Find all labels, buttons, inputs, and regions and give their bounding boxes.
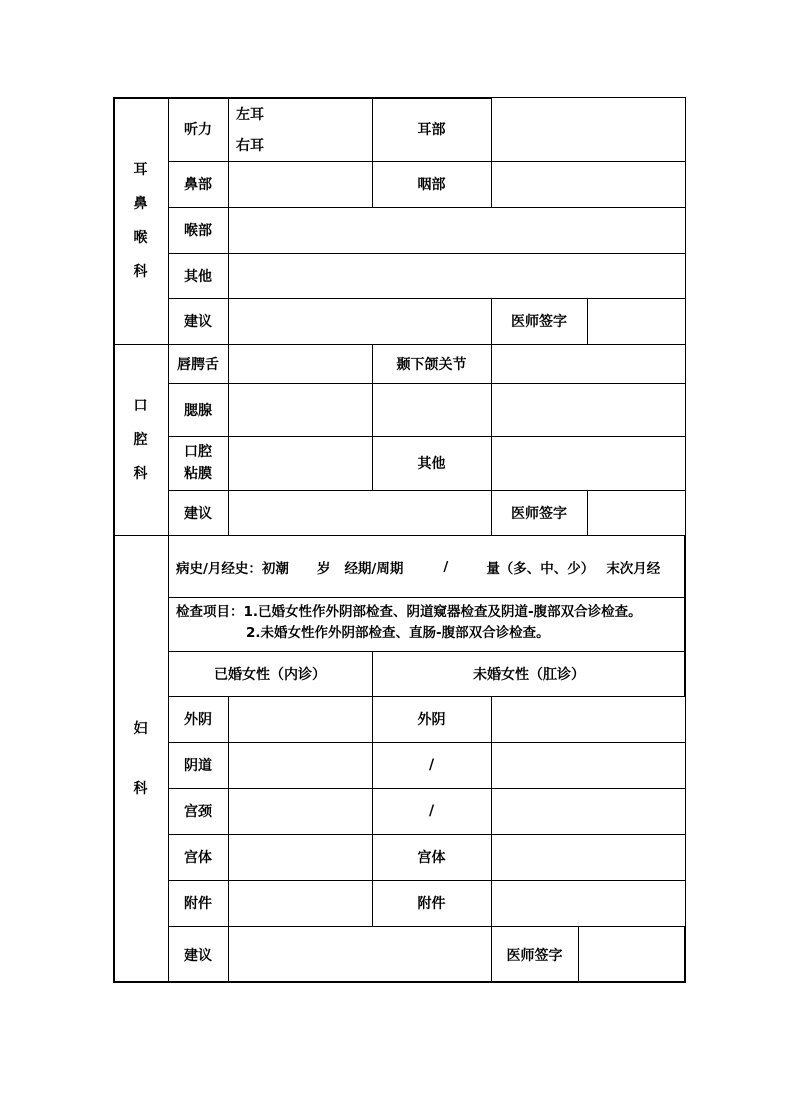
gyn-signature-field[interactable] (579, 927, 684, 981)
amount-label: 量（多、中、少） (486, 560, 595, 577)
uterus-label: 宫体 (184, 850, 212, 866)
gyn-advice-label: 建议 (184, 947, 212, 964)
unmarried-vagina-field[interactable] (492, 743, 685, 788)
left-ear-label: 左耳 (236, 107, 264, 123)
ent-signature-field[interactable] (588, 299, 685, 344)
tmj-label: 颞下颌关节 (396, 356, 467, 373)
exam-item-unmarried: 2.未婚女性作外阴部检查、直肠-腹部双合诊检查。 (246, 625, 550, 641)
parotid-extra-field-2[interactable] (492, 384, 685, 436)
menstrual-history-row (176, 536, 684, 597)
unmarried-vagina-na: / (428, 757, 435, 773)
menarche-label: 病史/月经史：初潮 (176, 560, 289, 577)
ear-label: 耳部 (417, 122, 446, 138)
last-period-label: 末次月经 (606, 560, 661, 577)
ent-advice-label: 建议 (184, 314, 212, 330)
right-ear-label: 右耳 (236, 135, 356, 155)
unmarried-cervix-na: / (428, 803, 435, 819)
unmarried-vulva-label: 外阴 (417, 712, 446, 728)
adnexa-label: 附件 (184, 896, 212, 912)
oral-other-field[interactable] (492, 437, 685, 490)
parotid-label: 腮腺 (184, 402, 212, 419)
age-unit: 岁 (316, 560, 331, 577)
ent-advice-field[interactable] (229, 299, 491, 344)
oral-signature-field[interactable] (588, 491, 685, 535)
married-vagina-field[interactable] (229, 743, 372, 788)
parotid-result-field[interactable] (229, 384, 372, 436)
gyn-row-line (168, 597, 686, 598)
unmarried-cervix-field[interactable] (492, 789, 685, 834)
lips-result-field[interactable] (229, 345, 372, 383)
oral-section-char: 科 (133, 465, 148, 482)
gyn-advice-field[interactable] (229, 927, 491, 981)
married-vulva-field[interactable] (229, 697, 372, 742)
throat-label: 喉部 (184, 223, 212, 239)
gyn-section-title (113, 535, 168, 983)
married-adnexa-field[interactable] (229, 881, 372, 926)
cervix-label: 宫颈 (184, 804, 212, 820)
married-cervix-field[interactable] (229, 789, 372, 834)
hearing-label: 听力 (184, 122, 212, 138)
vulva-label: 外阴 (184, 712, 212, 728)
mucosa-label (168, 436, 228, 490)
ent-signature-label: 医师签字 (511, 314, 567, 330)
exam-item-married: 检查项目：1.已婚女性作外阴部检查、阴道窥器检查及阴道-腹部双合诊检查。 (176, 604, 642, 620)
gyn-section-char: 妇 (133, 721, 148, 737)
married-uterus-field[interactable] (229, 835, 372, 880)
oral-signature-label: 医师签字 (511, 505, 567, 522)
parotid-extra-field[interactable] (373, 384, 491, 436)
unmarried-adnexa-label: 附件 (417, 896, 446, 912)
ent-section-char: 鼻 (133, 195, 148, 212)
gyn-section-char: 科 (133, 781, 148, 797)
mucosa-label-line: 粘膜 (184, 466, 212, 482)
oral-section-char: 腔 (133, 431, 148, 448)
unmarried-uterus-field[interactable] (492, 835, 685, 880)
period-cycle-label: 经期/周期 (344, 560, 404, 577)
nose-result-field[interactable] (229, 162, 372, 207)
ear-result-field[interactable] (492, 98, 685, 161)
unmarried-vulva-field[interactable] (492, 697, 685, 742)
gyn-signature-label: 医师签字 (506, 947, 563, 964)
vagina-label: 阴道 (184, 758, 212, 774)
ent-other-label: 其他 (184, 268, 212, 285)
mucosa-result-field[interactable] (229, 437, 372, 490)
throat-result-field[interactable] (229, 208, 685, 253)
pharynx-result-field[interactable] (492, 162, 685, 207)
oral-advice-label: 建议 (184, 505, 212, 522)
oral-other-label: 其他 (417, 456, 446, 472)
ent-section-char: 喉 (133, 229, 148, 246)
oral-advice-field[interactable] (229, 491, 491, 535)
unmarried-adnexa-field[interactable] (492, 881, 685, 926)
ent-section-title (113, 97, 168, 344)
period-cycle-slash: / (443, 558, 449, 575)
ent-section-char: 科 (133, 263, 148, 280)
lips-label: 唇腭舌 (177, 356, 219, 373)
married-header: 已婚女性（内诊） (214, 666, 326, 683)
exam-items (176, 600, 684, 650)
tmj-result-field[interactable] (492, 345, 685, 383)
oral-section-char: 口 (133, 397, 148, 414)
ent-other-field[interactable] (229, 254, 685, 298)
unmarried-uterus-label: 宫体 (417, 850, 446, 866)
mucosa-label-line: 口腔 (184, 444, 212, 460)
pharynx-label: 咽部 (417, 177, 446, 193)
oral-section-title (113, 344, 168, 535)
unmarried-header: 未婚女性（肛诊） (473, 666, 585, 683)
ent-section-char: 耳 (133, 161, 148, 178)
nose-label: 鼻部 (184, 177, 212, 193)
